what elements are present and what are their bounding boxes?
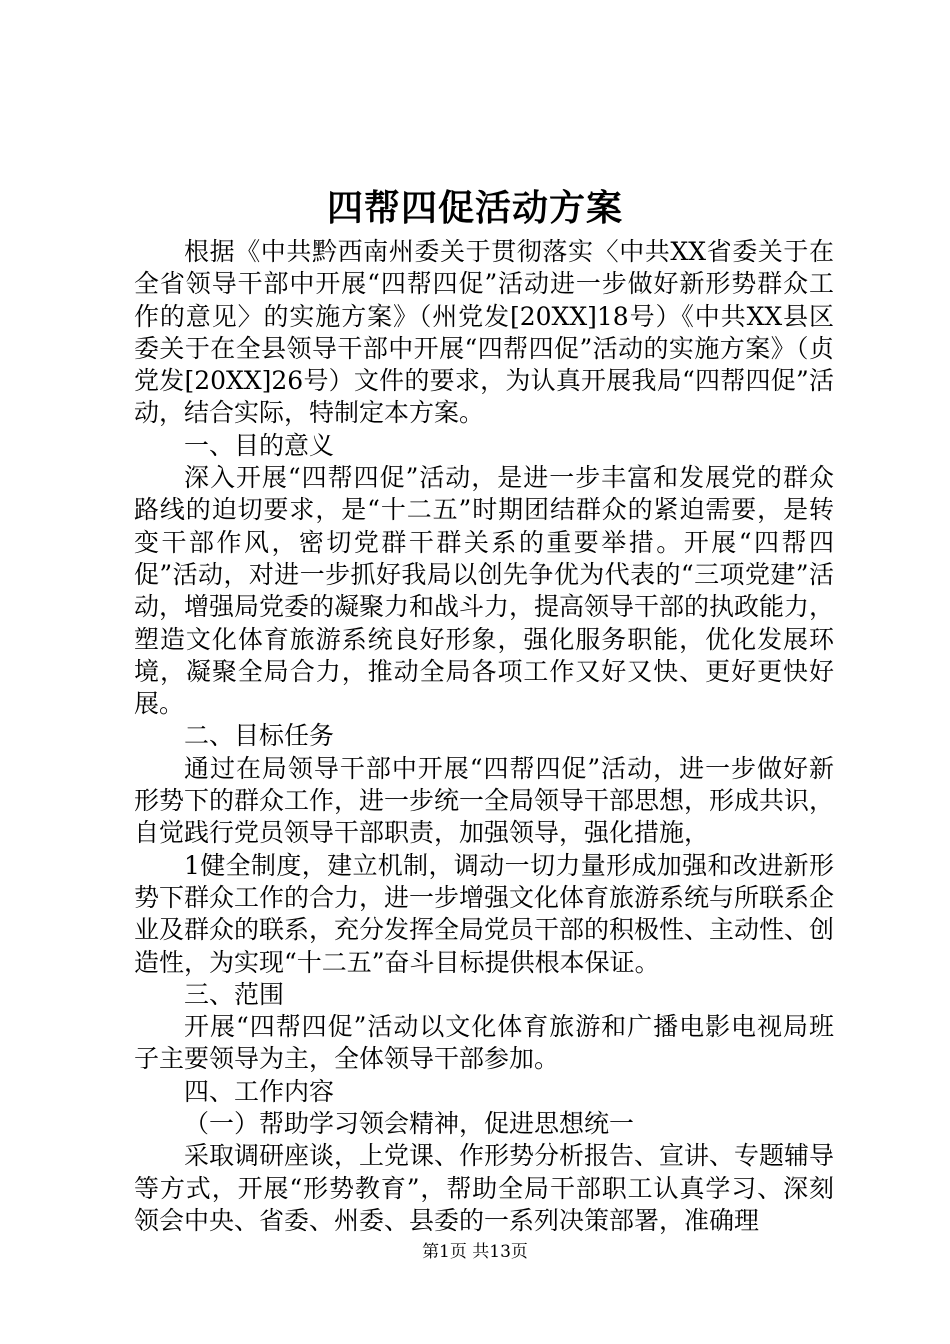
document-title: 四帮四促活动方案: [326, 187, 623, 229]
section-heading-content: 四、工作内容: [184, 1076, 335, 1106]
document-body: [134, 236, 834, 1237]
paragraph-intro: 根据《中共黔西南州委关于贯彻落实〈中共XX省委关于在全省领导干部中开展“四帮四促”活动进一步做好新形势群众工作的意见〉的实施方案》（州党发[20XX]18号）《中共XX县区委关于在全县领导干部中开展“四帮四促”活动的实施方案》（贞党发[20XX]26号）文件的要求，为认真开展我局“四帮四促”活动，结合实际，特制定本方案。: [134, 237, 834, 428]
section-heading-purpose: 一、目的意义: [184, 430, 335, 460]
section-heading-goals: 二、目标任务: [184, 721, 335, 751]
paragraph-scope: 开展“四帮四促”活动以文化体育旅游和广播电影电视局班子主要领导为主，全体领导干部参加。: [134, 1012, 834, 1074]
paragraph-goals: 通过在局领导干部中开展“四帮四促”活动，进一步做好新形势下的群众工作，进一步统一全局领导干部思想，形成共识，自觉践行党员领导干部职责，加强领导，强化措施，: [134, 753, 835, 848]
paragraph-goals-detail: 1健全制度，建立机制，调动一切力量形成加强和改进新形势下群众工作的合力，进一步增强文化体育旅游系统与所联系企业及群众的联系，充分发挥全局党员干部的积极性、主动性、创造性，为实现“十二五”奋斗目标提供根本保证。: [134, 850, 835, 977]
paragraph-study: 采取调研座谈，上党课、作形势分析报告、宣讲、专题辅导等方式，开展“形势教育”，帮助全局干部职工认真学习、深刻领会中央、省委、州委、县委的一系列决策部署，准确理: [134, 1141, 835, 1235]
subsection-heading-study: （一）帮助学习领会精神，促进思想统一: [184, 1109, 635, 1139]
page-footer: 第1页 共13页: [422, 1242, 528, 1262]
section-heading-scope: 三、范围: [184, 979, 285, 1009]
paragraph-purpose: 深入开展“四帮四促”活动，是进一步丰富和发展党的群众路线的迫切要求，是“十二五”时期团结群众的紧迫需要，是转变干部作风，密切党群干群关系的重要举措。开展“四帮四促”活动，对进一步抓好我局以创先争优为代表的“三项党建”活动，增强局党委的凝聚力和战斗力，提高领导干部的执政能力，塑造文化体育旅游系统良好形象，强化服务职能，优化发展环境，凝聚全局合力，推动全局各项工作又好又快、更好更快好展。: [134, 463, 835, 719]
